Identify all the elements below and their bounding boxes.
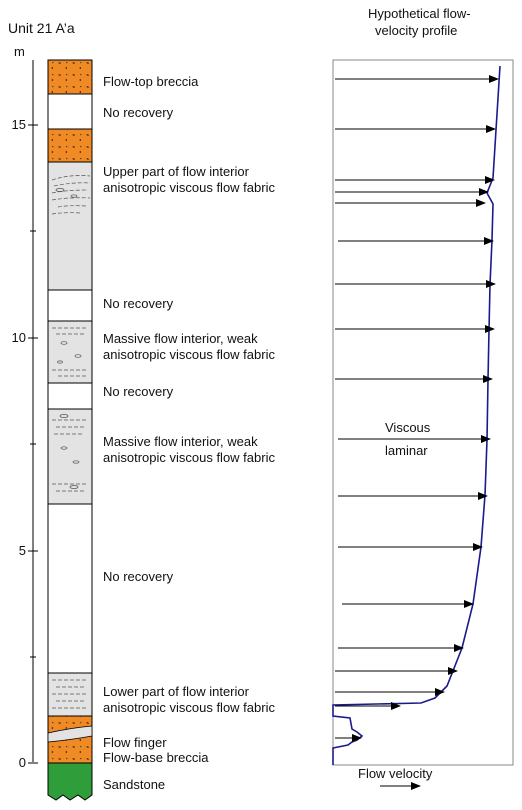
label-sandstone: Sandstone: [103, 777, 166, 792]
unit-no-recovery-3: [48, 383, 92, 409]
unit-lower-flow-interior: [48, 673, 92, 716]
unit-upper-flow-interior: [48, 162, 92, 290]
regime-label-laminar: laminar: [385, 443, 428, 458]
unit-flow-top-breccia: [48, 60, 92, 94]
label-no-recovery-4: No recovery: [103, 569, 174, 584]
unit-massive-flow-interior-1: [48, 321, 92, 383]
label-flow-top-breccia: Flow-top breccia: [103, 74, 199, 89]
label-massive-flow-interior-1: Massive flow interior, weak: [103, 331, 258, 346]
unit-title: Unit 21 A’a: [8, 20, 75, 36]
label-lower-flow-interior-line2: anisotropic viscous flow fabric: [103, 700, 275, 715]
profile-title-line1: Hypothetical flow-: [368, 6, 471, 21]
label-upper-flow-interior-line2: anisotropic viscous flow fabric: [103, 180, 275, 195]
label-lower-flow-interior: Lower part of flow interior: [103, 684, 249, 699]
unit-no-recovery-4: [48, 504, 92, 673]
flow-velocity-legend-label: Flow velocity: [358, 766, 433, 781]
label-no-recovery-2: No recovery: [103, 296, 174, 311]
label-massive-flow-interior-2: Massive flow interior, weak: [103, 434, 258, 449]
unit-massive-flow-interior-2: [48, 409, 92, 504]
label-flow-finger: Flow finger: [103, 735, 167, 750]
label-massive-flow-interior-2-line2: anisotropic viscous flow fabric: [103, 450, 275, 465]
regime-label-viscous: Viscous: [385, 420, 431, 435]
depth-unit-label: m: [14, 44, 25, 59]
unit-upper-breccia: [48, 129, 92, 162]
label-massive-flow-interior-1-line2: anisotropic viscous flow fabric: [103, 347, 275, 362]
label-flow-base-breccia: Flow-base breccia: [103, 750, 209, 765]
unit-no-recovery-2: [48, 290, 92, 321]
depth-tick-10: 10: [11, 330, 26, 345]
unit-sandstone: [48, 763, 92, 800]
label-no-recovery-1: No recovery: [103, 105, 174, 120]
label-no-recovery-3: No recovery: [103, 384, 174, 399]
depth-tick-15: 15: [11, 117, 26, 132]
depth-tick-5: 5: [18, 543, 26, 558]
unit-no-recovery-1: [48, 94, 92, 129]
velocity-profile-box: [333, 60, 513, 765]
depth-tick-0: 0: [18, 755, 26, 770]
label-upper-flow-interior: Upper part of flow interior: [103, 164, 249, 179]
profile-title-line2: velocity profile: [375, 23, 458, 38]
